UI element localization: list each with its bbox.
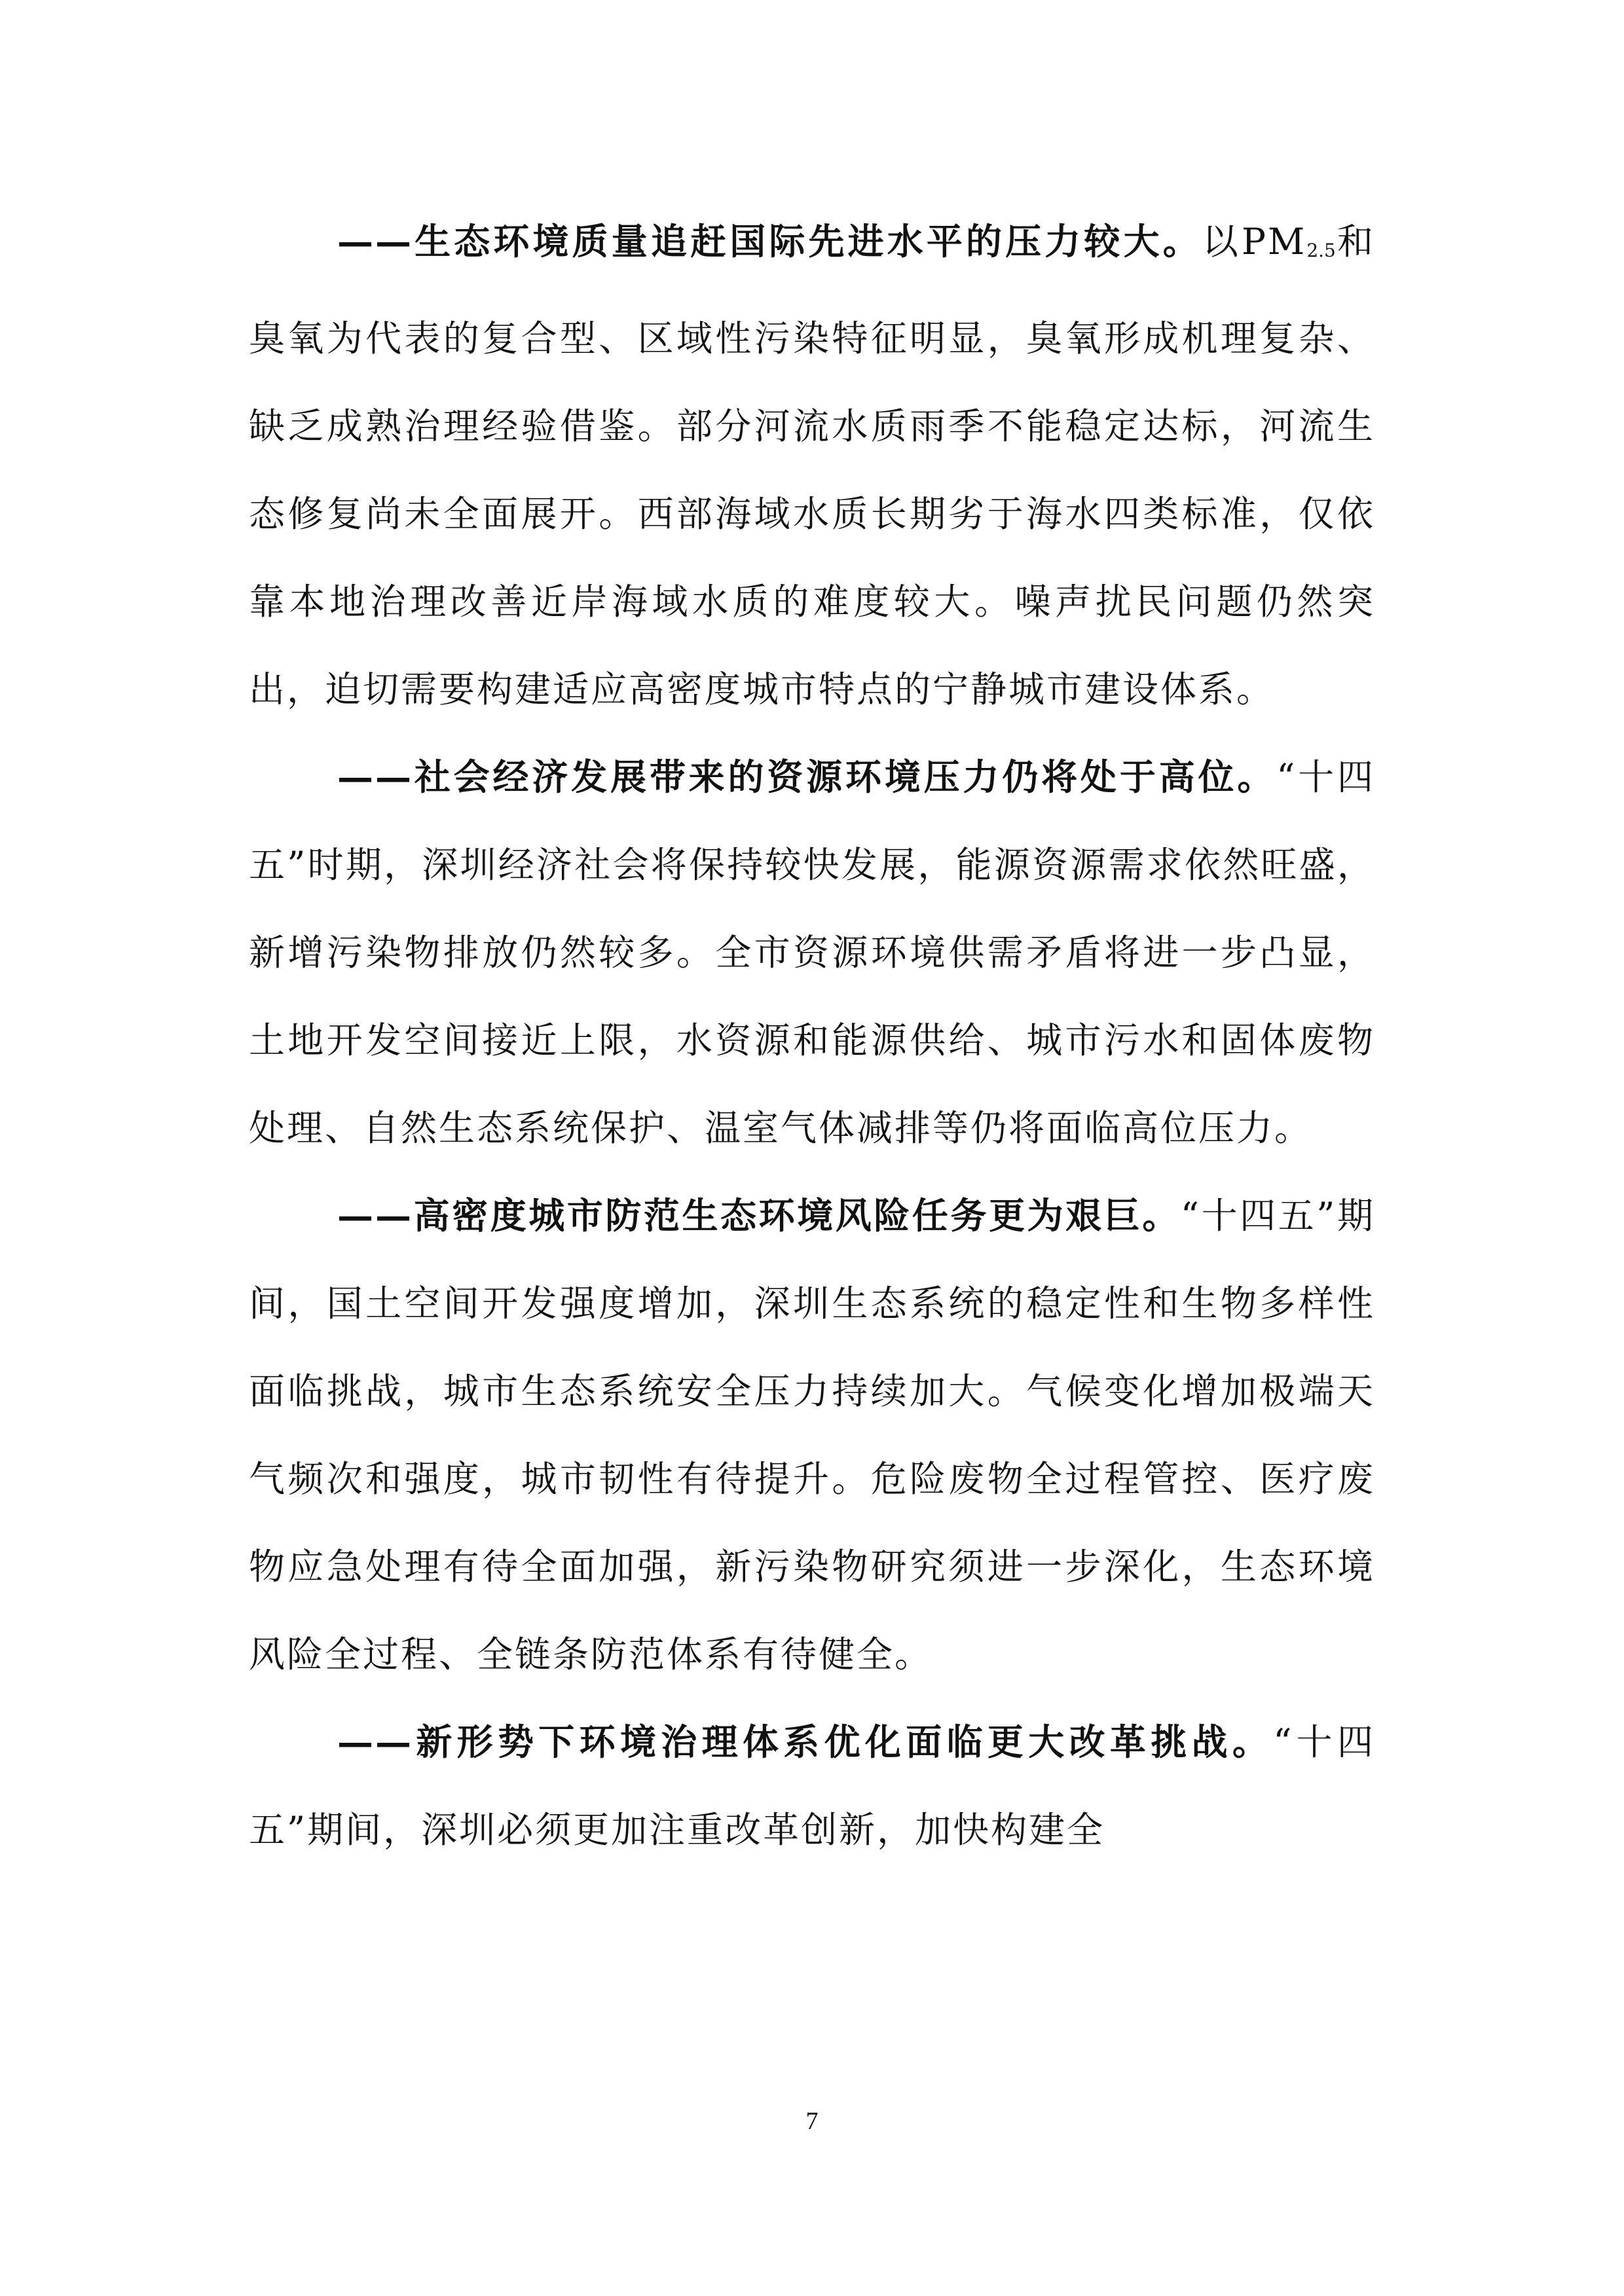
paragraph-text: “十四五”期间，国土空间开发强度增加，深圳生态系统的稳定性和生物多样性面临挑战，城市生态系统安全压力持续加大。气候变化增加极端天气频次和强度，城市韧性有待提升。危险废物全过程管控、医疗废物应急处理有待全面加强，新污染物研究须进一步深化，生态环境风险全过程、全链条防范体系有待健全。 xyxy=(249,1195,1375,1675)
document-body xyxy=(249,198,1375,1874)
paragraph-text: “十四五”时期，深圳经济社会将保持较快发展，能源资源需求依然旺盛，新增污染物排放仍然较多。全市资源环境供需矛盾将进一步凸显，土地开发空间接近上限，水资源和能源供给、城市污水和固体废物处理、自然生态系统保护、温室气体减排等仍将面临高位压力。 xyxy=(249,756,1375,1149)
paragraph-text: 以PM xyxy=(1202,221,1307,263)
subscript-text: 2.5 xyxy=(1306,240,1336,261)
paragraph-text: 和臭氧为代表的复合型、区域性污染特征明显，臭氧形成机理复杂、缺乏成熟治理经验借鉴。部分河流水质雨季不能稳定达标，河流生态修复尚未全面展开。西部海域水质长期劣于海水四类标准，仅依靠本地治理改善近岸海域水质的难度较大。噪声扰民问题仍然突出，迫切需要构建适应高密度城市特点的宁静城市建设体系。 xyxy=(249,221,1375,710)
paragraph-lead: ——新形势下环境治理体系优化面临更大改革挑战。 xyxy=(337,1721,1274,1763)
page-number: 7 xyxy=(805,2107,819,2135)
paragraph-lead: ——社会经济发展带来的资源环境压力仍将处于高位。 xyxy=(337,756,1277,798)
paragraph-lead: ——生态环境质量追赶国际先进水平的压力较大。 xyxy=(337,220,1202,263)
paragraph-lead: ——高密度城市防范生态环境风险任务更为艰巨。 xyxy=(337,1194,1181,1237)
paragraph-text: “十四五”期间，深圳必须更加注重改革创新，加快构建全 xyxy=(249,1721,1375,1851)
paragraph-ecological-quality xyxy=(249,198,1375,733)
paragraph-governance-reform xyxy=(249,1698,1375,1874)
paragraph-risk-prevention xyxy=(249,1172,1375,1698)
paragraph-resource-pressure xyxy=(249,733,1375,1172)
